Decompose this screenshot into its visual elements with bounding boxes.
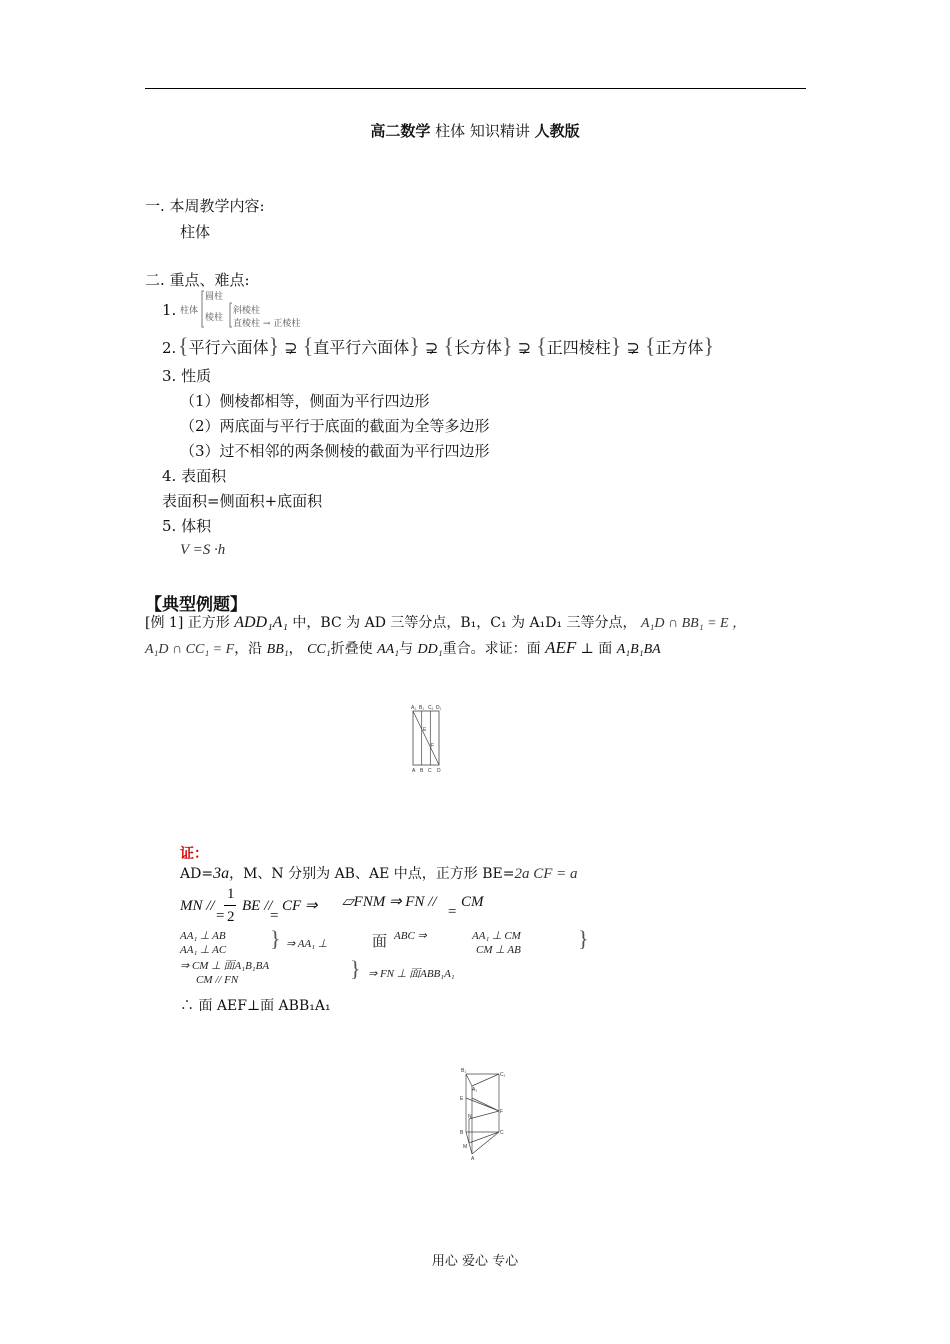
classification-prism: 棱柱 bbox=[205, 313, 224, 323]
example-1-line-1: [例 1] 正方形 ADD₁A₁ 中，BC 为 AD 三等分点，B₁，C₁ 为 A₁D₁ 三等分点， A₁D ∩ BB₁ = E ， bbox=[145, 614, 747, 631]
set-right-parallelepiped: 直平行六面体 bbox=[313, 338, 410, 357]
proof-line-3: AA₁ ⊥ AB AA₁ ⊥ AC } ⇒ AA₁ ⊥ 面 ABC ⇒ AA₁ ⊥ CM CM ⊥ AB } bbox=[180, 926, 589, 956]
title-topic: 柱体 知识精讲 bbox=[430, 122, 535, 140]
label-D: D bbox=[437, 768, 441, 773]
label-N: N bbox=[468, 1114, 472, 1120]
label-E: E bbox=[423, 727, 427, 733]
section-1-heading: 一. 本周教学内容: bbox=[145, 197, 265, 215]
proof-line-1: AD=3a，M、N 分别为 AB、AE 中点，正方形 BE=2a CF = a bbox=[180, 865, 578, 882]
label-B: B bbox=[460, 1130, 464, 1136]
title-bold-edition: 人教版 bbox=[534, 122, 580, 140]
set-inclusion-chain: {平行六面体} ⊋ {直平行六面体} ⊋ {长方体} ⊋ {正四棱柱} ⊋ {正方体} bbox=[178, 333, 715, 358]
label-F: F bbox=[500, 1109, 504, 1115]
item-3-heading: 3. 性质 bbox=[162, 367, 212, 385]
set-cuboid: 长方体 bbox=[454, 338, 503, 357]
relation-symbol: ⊋ bbox=[517, 338, 532, 357]
label-A1: A₁ bbox=[411, 705, 417, 711]
classification-oblique-prism: 斜棱柱 bbox=[233, 306, 261, 316]
classification-circle-cylinder: 圆柱 bbox=[205, 292, 224, 302]
set-parallelepiped: 平行六面体 bbox=[188, 338, 269, 357]
relation-symbol: ⊋ bbox=[626, 338, 640, 357]
label-A: A bbox=[412, 768, 416, 773]
figure-unfolded-square bbox=[405, 703, 445, 773]
property-3: （3）过不相邻的两条侧棱的截面为平行四边形 bbox=[180, 442, 490, 460]
surface-area-formula: 表面积=侧面积+底面积 bbox=[162, 492, 323, 510]
label-B1: B₁ bbox=[461, 1068, 467, 1074]
relation-symbol: ⊋ bbox=[284, 338, 298, 357]
label-B: B bbox=[420, 768, 424, 773]
label-M: M bbox=[463, 1144, 468, 1150]
label-A1: A₁ bbox=[472, 1087, 478, 1093]
title-bold-subject: 高二数学 bbox=[370, 122, 431, 140]
proof-label: 证： bbox=[180, 846, 208, 862]
item-4-heading: 4. 表面积 bbox=[162, 467, 227, 485]
classification-root: 柱体 bbox=[180, 306, 199, 316]
header-rule bbox=[145, 88, 806, 89]
label-E: E bbox=[460, 1096, 464, 1102]
item-5-heading: 5. 体积 bbox=[162, 517, 212, 535]
item-1-number: 1. bbox=[162, 301, 177, 319]
label-F: F bbox=[431, 743, 435, 749]
examples-heading: 【典型例题】 bbox=[145, 595, 247, 615]
page-footer: 用心 爱心 专心 bbox=[431, 1254, 519, 1269]
volume-formula: V =S ·h bbox=[180, 542, 226, 558]
label-C: C bbox=[428, 768, 432, 773]
example-1-line-2: A₁D ∩ CC₁ = F，沿 BB₁， CC₁折叠使 AA₁与 DD₁重合。求证：面 AEF ⊥ 面 A₁B₁BA bbox=[145, 638, 661, 657]
set-cube: 正方体 bbox=[655, 338, 704, 357]
label-D1: D₁ bbox=[436, 705, 442, 711]
label-C1: C₁ bbox=[500, 1072, 506, 1078]
section-2-heading: 二. 重点、难点: bbox=[145, 271, 250, 289]
proof-line-4: ⇒ CM ⊥ 面A₁B₁BA CM // FN } ⇒ FN ⊥ 面ABB₁A₁ bbox=[180, 956, 455, 986]
figure-folded-prism bbox=[458, 1064, 508, 1164]
label-C: C bbox=[500, 1130, 504, 1136]
property-2: （2）两底面与平行于底面的截面为全等多边形 bbox=[180, 417, 490, 435]
page-title bbox=[0, 120, 950, 141]
item-2-number: 2. bbox=[162, 339, 177, 357]
set-square-prism: 正四棱柱 bbox=[546, 338, 611, 357]
label-B1: B₁ bbox=[419, 705, 425, 711]
label-C1: C₁ bbox=[428, 705, 434, 711]
label-A: A bbox=[471, 1156, 475, 1162]
relation-symbol: ⊋ bbox=[424, 338, 439, 357]
section-1-item: 柱体 bbox=[180, 223, 211, 241]
property-1: （1）侧棱都相等，侧面为平行四边形 bbox=[180, 392, 430, 410]
proof-conclusion: ∴ 面 AEF⊥面 ABB₁A₁ bbox=[180, 998, 331, 1014]
classification-right-prism: 直棱柱 → 正棱柱 bbox=[233, 319, 301, 329]
